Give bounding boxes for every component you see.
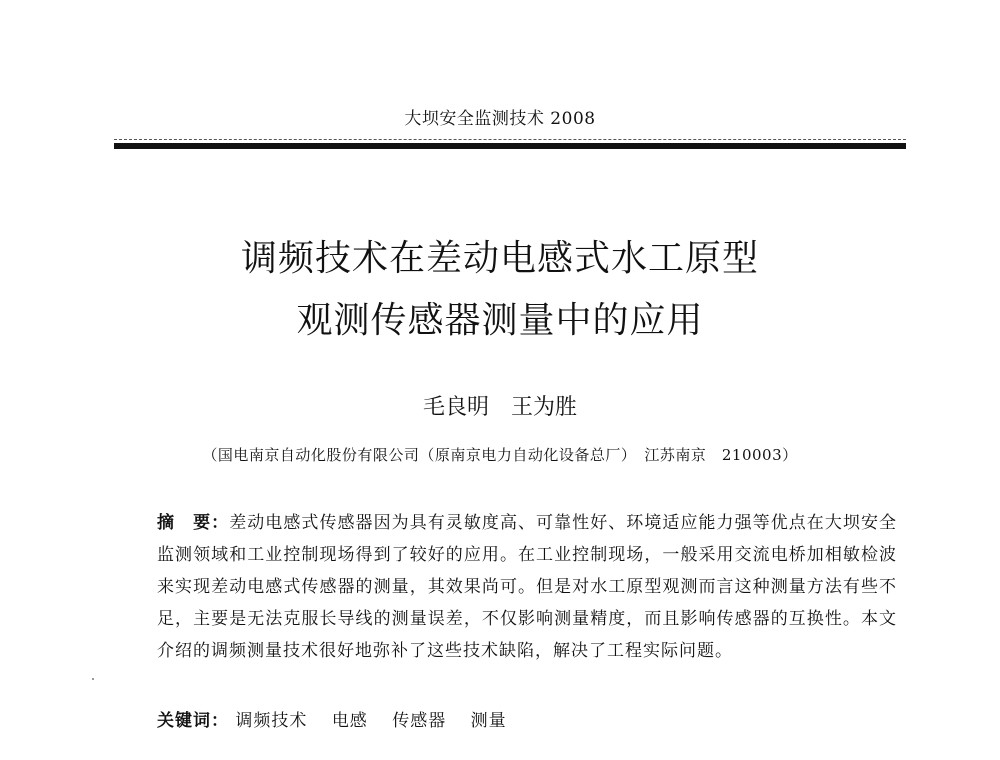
header-rule xyxy=(114,143,906,149)
keyword: 传感器 xyxy=(392,711,447,731)
title-line-1: 调频技术在差动电感式水工原型 xyxy=(240,238,759,279)
authors: 毛良明 王为胜 xyxy=(422,395,577,420)
keywords-label: 关键词： xyxy=(157,711,229,731)
abstract xyxy=(157,507,897,667)
keyword: 测量 xyxy=(470,711,507,731)
abstract-label: 摘 要： xyxy=(157,513,230,533)
abstract-text: 差动电感式传感器因为具有灵敏度高、可靠性好、环境适应能力强等优点在大坝安全监测领域和工业控制现场得到了较好的应用。在工业控制现场，一般采用交流电桥加相敏检波来实现差动电感式传感器的测量，其效果尚可。但是对水工原型观测而言这种测量方法有些不足，主要是无法克服长导线的测量误差，不仅影响测量精度，而且影响传感器的互换性。本文介绍的调频测量技术很好地弥补了这些技术缺陷，解决了工程实际问题。 xyxy=(157,513,898,661)
scan-speck xyxy=(92,678,94,680)
keywords xyxy=(157,706,897,731)
paper-title xyxy=(0,228,1000,352)
keyword: 调频技术 xyxy=(235,711,308,731)
keyword: 电感 xyxy=(331,711,368,731)
header-rule-thin xyxy=(114,139,906,141)
running-header: 大坝安全监测技术 2008 xyxy=(404,109,596,129)
title-line-2: 观测传感器测量中的应用 xyxy=(296,300,704,341)
affiliation: （国电南京自动化股份有限公司（原南京电力自动化设备总厂） 江苏南京 210003） xyxy=(202,446,798,464)
